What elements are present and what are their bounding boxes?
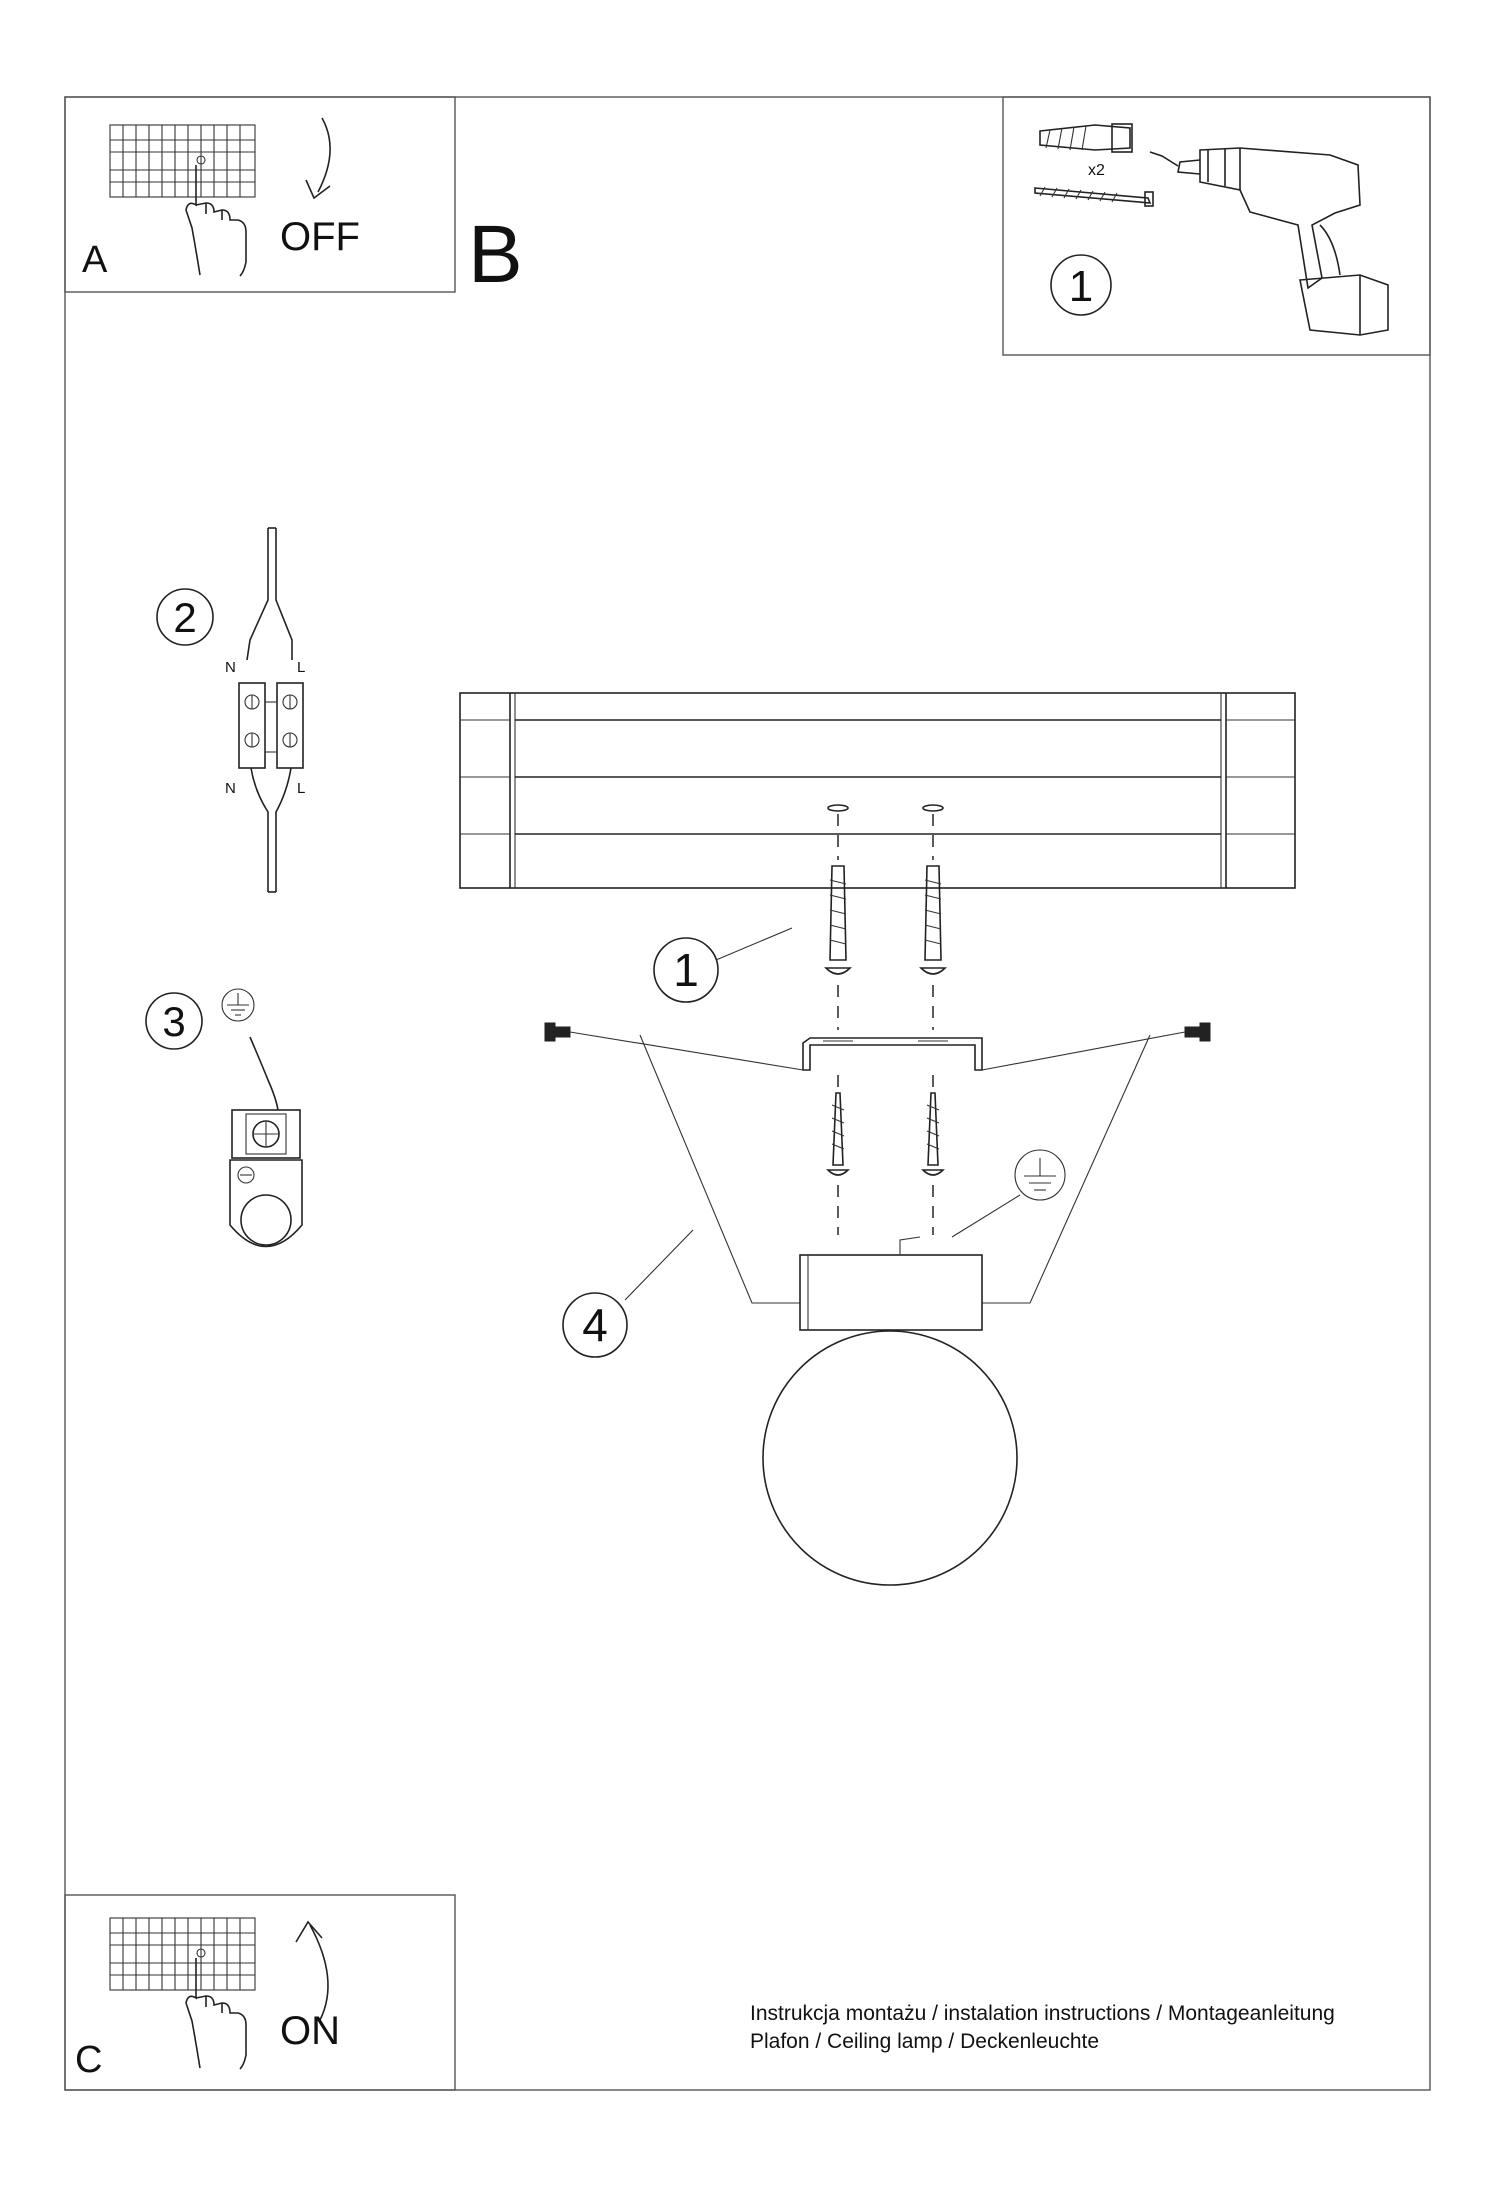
wiring-live-top: L	[297, 659, 306, 676]
ceiling-beam	[460, 693, 1295, 888]
footer-title: Instrukcja montażu / instalation instructions / Montageanleitung	[750, 2002, 1335, 2025]
arrow-up-icon	[310, 1925, 328, 2020]
panel-a	[65, 97, 455, 292]
tools-quantity: x2	[1088, 162, 1105, 179]
terminal-block-icon	[239, 683, 303, 768]
screw-icon	[1035, 187, 1153, 206]
wiring-step	[157, 528, 305, 892]
wall-plug-left	[826, 866, 850, 974]
earth-step	[146, 989, 302, 1247]
ground-icon	[222, 989, 254, 1021]
mounting-screw-step: 1	[673, 944, 699, 996]
breaker-panel-icon	[110, 125, 255, 197]
earth-step-number: 3	[162, 998, 186, 1045]
wiring-live-bottom: L	[297, 780, 306, 797]
panel-a-letter: A	[82, 239, 108, 281]
tools-panel	[1003, 97, 1430, 355]
wiring-neutral-top: N	[225, 659, 236, 676]
mounting-bracket	[803, 1038, 982, 1070]
earth-terminal-icon	[230, 1110, 302, 1247]
mounting-assembly	[460, 693, 1295, 1585]
side-screw-left	[545, 1023, 570, 1041]
lamp-step: 4	[582, 1299, 608, 1351]
fixing-screw-left	[828, 1093, 848, 1175]
drill-icon	[1150, 148, 1388, 335]
page-frame	[65, 97, 1430, 2090]
side-screw-right	[1185, 1023, 1210, 1041]
panel-b-letter: B	[468, 209, 523, 300]
breaker-panel-icon	[110, 1918, 255, 1990]
panel-a-state: OFF	[280, 215, 360, 259]
wall-plug-icon	[1040, 124, 1132, 152]
tools-step: 1	[1068, 262, 1094, 311]
fixing-screw-right	[923, 1093, 943, 1175]
panel-c	[65, 1895, 455, 2090]
lamp-cable	[251, 768, 291, 892]
glass-globe	[763, 1331, 1017, 1585]
arrow-down-icon	[318, 118, 330, 192]
ground-icon	[1015, 1150, 1065, 1200]
footer-subtitle: Plafon / Ceiling lamp / Deckenleuchte	[750, 2030, 1100, 2053]
lamp-holder	[800, 1237, 982, 1330]
panel-c-letter: C	[75, 2039, 103, 2081]
supply-cable	[247, 528, 292, 660]
wiring-neutral-bottom: N	[225, 780, 236, 797]
earth-wire	[250, 1037, 278, 1110]
wiring-step-number: 2	[173, 594, 197, 641]
panel-c-state: ON	[280, 2009, 340, 2053]
wall-plug-right	[921, 866, 945, 974]
